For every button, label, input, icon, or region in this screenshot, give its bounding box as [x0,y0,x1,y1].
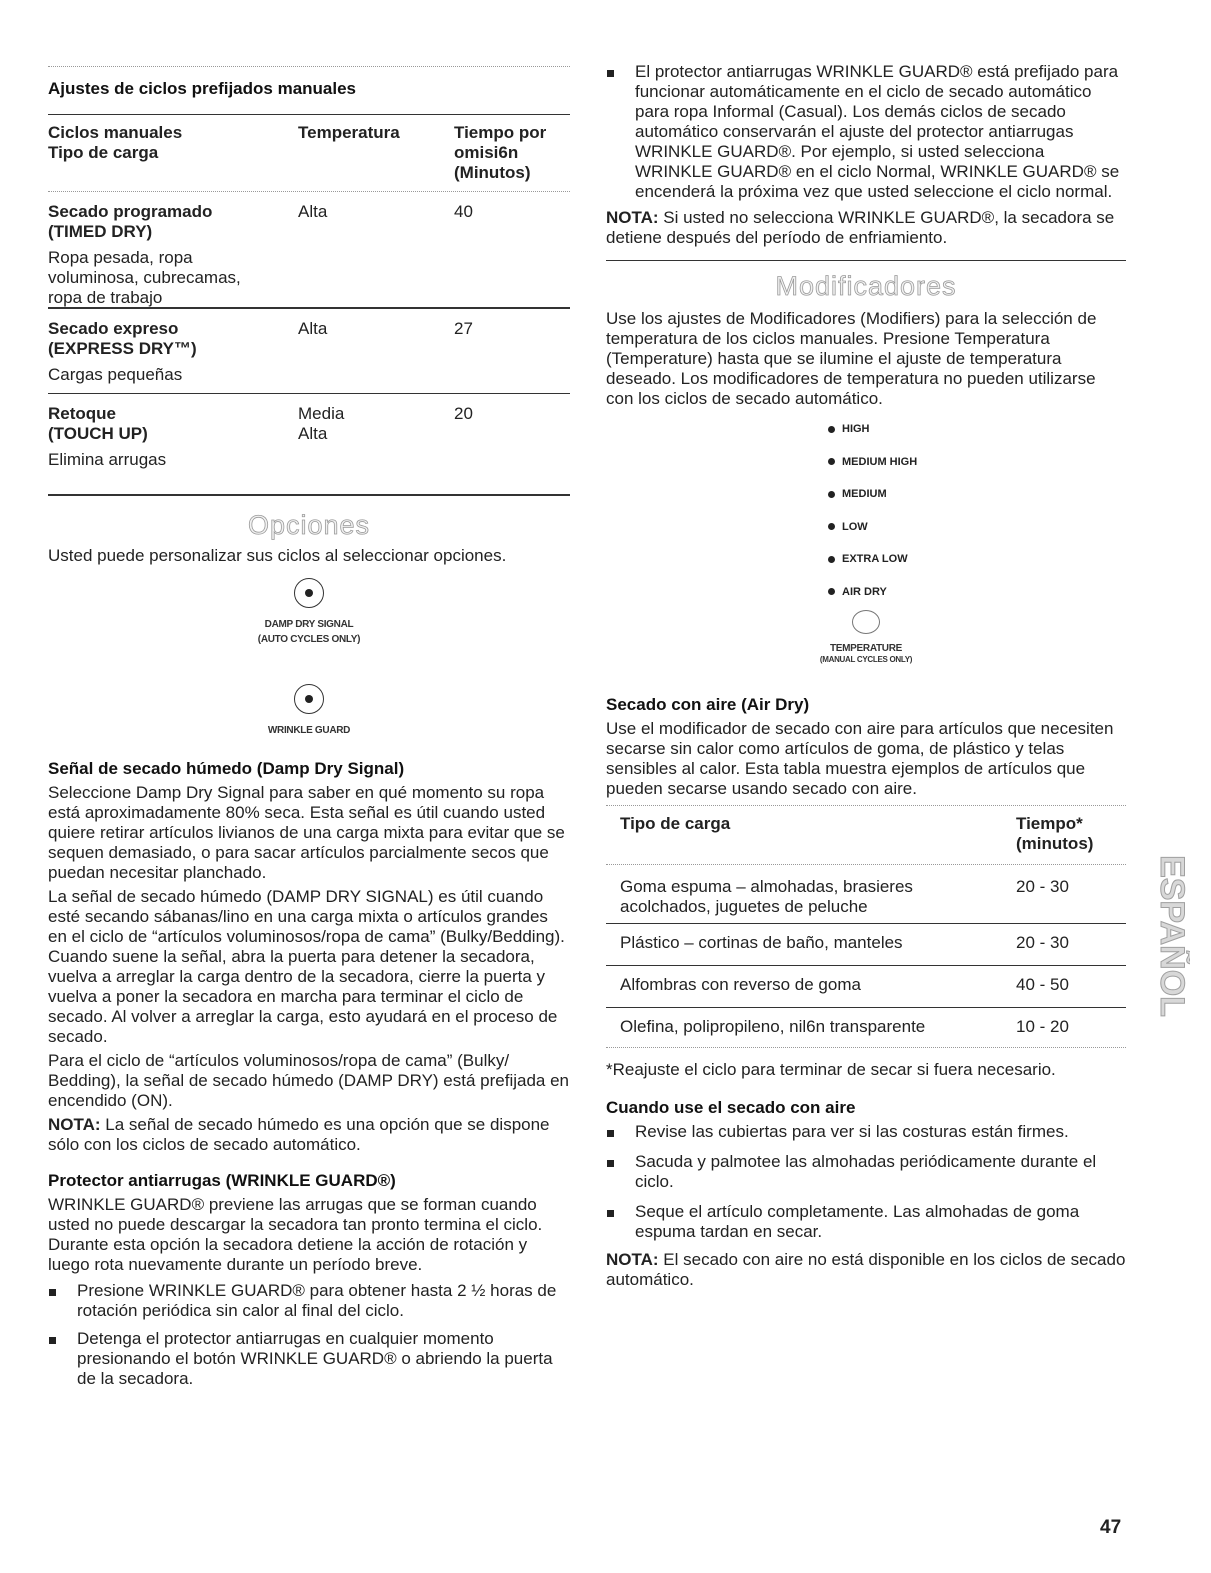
right-column [606,62,1126,1290]
list-item-text: Revise las cubiertas para ver si las costuras están firmes. [635,1122,1069,1141]
wrinkle-guard-button-icon[interactable] [294,684,324,714]
header-time-unit: (minutos) [1016,834,1094,853]
divider [48,114,570,115]
note-label: NOTA: [606,208,659,227]
temperature-control[interactable] [606,610,1126,665]
cycle-sub: (TIMED DRY) [48,222,153,241]
cycle-sub: (EXPRESS DRY™) [48,339,197,358]
divider [606,864,1126,865]
load-type: Goma espuma – almohadas, brasieres acolchados, juguetes de peluche [620,877,913,916]
cycle-desc: Elimina arrugas [48,450,167,469]
cycle-name: Retoque [48,404,116,423]
modifier-label: LOW [842,520,868,533]
options-intro: Usted puede personalizar sus ciclos al seleccionar opciones. [48,546,507,565]
damp-dry-paragraph: Para el ciclo de “artículos voluminosos/ropa de cama” (Bulky/ Bedding), la señal de secado húmedo (DAMP DRY) está prefijada en encendido (ON). [48,1051,570,1110]
note-text: El secado con aire no está disponible en los ciclos de secado automático. [606,1250,1126,1289]
air-dry-heading: Secado con aire (Air Dry) [606,695,810,714]
divider [606,965,1126,966]
temperature-label: TEMPERATURE [829,643,903,654]
page-number: 47 [1100,1517,1122,1538]
left-column [48,66,570,1389]
cycle-temp: Alta [298,202,328,221]
bullet-icon [49,1337,56,1344]
cycle-temp: Alta [298,319,328,338]
damp-dry-heading: Señal de secado húmedo (Damp Dry Signal) [48,759,405,778]
desc-line: ropa de trabajo [48,288,163,307]
cycle-time: 40 [454,202,473,221]
divider [48,494,570,496]
indicator-light-icon [828,458,835,465]
wrinkle-guard-label: WRINKLE GUARD [267,725,351,736]
language-tab-graphic [1150,816,1190,1056]
damp-dry-paragraph: Seleccione Damp Dry Signal para saber en qué momento su ropa está aproximadamente 80% seca. Esta señal es útil cuando usted quiere retirar artículos livianos de una carga mixta para evitar que se sequen demasiado, o para sacar artículos parcialmente secos que puedan necesitar planchado. [48,783,565,882]
wrinkle-guard-note [606,208,1126,248]
note-label: NOTA: [48,1115,101,1134]
temperature-button-icon[interactable] [852,610,880,634]
divider [48,191,570,192]
damp-dry-paragraph: La señal de secado húmedo (DAMP DRY SIGNAL) es útil cuando esté secando sábanas/lino en una carga mixta o artículos grandes en el ciclo de “artículos voluminosos/ropa de cama” (Bulky/Bedding). Cuando suene la señal, abra la puerta para detener la secadora, vuelva a arreglar la carga dentro de la secadora, cierre la puerta y vuelva a poner la secadora en marcha para terminar el ciclo de secado. Al volver a arreglar la carga, esto ayudará en el proceso de secado. [48,887,565,1046]
when-air-dry-heading: Cuando use el secado con aire [606,1098,856,1117]
temperature-modifiers-list [828,413,1126,608]
list-item [606,1152,1126,1192]
note-label: NOTA: [606,1250,659,1269]
modifier-label: EXTRA LOW [842,553,908,566]
table-row [48,202,570,307]
wrinkle-guard-control[interactable] [48,684,570,737]
language-side-tab [1150,816,1190,1056]
divider [606,1007,1126,1008]
bullet-icon [607,1210,614,1217]
indicator-light-icon [828,556,835,563]
manual-cycles-table-title: Ajustes de ciclos prefijados manuales [48,79,357,98]
list-item-text: El protector antiarrugas WRINKLE GUARD® está prefijado para funcionar automáticamente en el ciclo de secado automático para ropa Informal (Casual). Los demás ciclos de secado automático conservarán el ajuste del protector antiarrugas WRINKLE GUARD®. Por ejemplo, si usted selecciona WRINKLE GUARD® en el ciclo Normal, WRINKLE GUARD® se encenderá la próxima vez que usted seleccione el ciclo normal. [635,62,1120,201]
cycle-desc [48,248,298,308]
table-row [606,975,1126,1007]
table-header [48,123,570,183]
table-row [48,404,570,494]
indicator-light-icon [828,426,835,433]
load-type: Olefina, polipropileno, nil6n transparente [620,1017,926,1036]
divider [48,393,570,394]
cycle-temp: Alta [298,424,328,443]
list-item [606,62,1126,202]
modifier-item[interactable] [828,413,1126,446]
modifiers-intro: Use los ajustes de Modificadores (Modifiers) para la selección de temperatura de los ciclos manuales. Presione Temperatura (Temperature) hasta que se ilumine el ajuste de temperatura deseado. Los modificadores de temperatura no pueden utilizarse con los ciclos de secado automático. [606,309,1097,408]
wrinkle-guard-paragraph: WRINKLE GUARD® previene las arrugas que se forman cuando usted no puede descargar la secadora tan pronto termina el ciclo. Durante esta opción la secadora detiene la acción de rotación y luego rota nuevamente durante un período breve. [48,1195,543,1274]
note-text: Si usted no selecciona WRINKLE GUARD®, la secadora se detiene después del período de enfriamiento. [606,208,1115,247]
divider [48,66,570,67]
divider [606,805,1126,806]
damp-dry-sublabel: (AUTO CYCLES ONLY) [257,634,361,645]
table-row [48,319,570,393]
indicator-light-icon [828,588,835,595]
damp-dry-label: DAMP DRY SIGNAL [264,619,354,630]
list-item-text: Detenga el protector antiarrugas en cualquier momento presionando el botón WRINKLE GUARD® o abriendo la puerta de la secadora. [77,1329,553,1388]
divider [606,260,1126,261]
load-type: Alfombras con reverso de goma [620,975,861,994]
temperature-sublabel: (MANUAL CYCLES ONLY) [819,655,913,664]
modifier-label: AIR DRY [842,585,887,598]
cycle-time: 20 [454,404,473,423]
list-item [606,1202,1126,1242]
modifier-label: MEDIUM HIGH [842,455,918,468]
header-time-3: (Minutos) [454,163,531,182]
header-temperature: Temperatura [298,123,400,142]
cycle-name: Secado programado [48,202,213,221]
header-cycles: Ciclos manuales [48,123,183,142]
modifier-label: HIGH [842,423,870,436]
bullet-icon [607,70,614,77]
when-air-dry-note [606,1250,1126,1290]
cycle-sub: (TOUCH UP) [48,424,148,443]
note-text: La señal de secado húmedo es una opción que se dispone sólo con los ciclos de secado automático. [48,1115,550,1154]
header-time-2: omisi6n [454,143,519,162]
list-item-text: Sacuda y palmotee las almohadas periódicamente durante el ciclo. [635,1152,1097,1191]
modifier-item[interactable] [828,543,1126,576]
header-time: Tiempo por [454,123,547,142]
modifier-item[interactable] [828,478,1126,511]
divider [606,1047,1126,1048]
header-load-type: Tipo de carga [48,143,159,162]
cycle-desc: Cargas pequeñas [48,365,183,384]
dry-time: 20 - 30 [1016,933,1069,952]
side-tab-text: ESPAÑOL [1153,855,1190,1017]
bullet-icon [607,1160,614,1167]
options-section-title: Opciones [247,510,371,540]
header-time: Tiempo* [1016,814,1083,833]
load-type: Plástico – cortinas de baño, manteles [620,933,903,952]
table-row [606,877,1126,923]
header-load-type: Tipo de carga [620,814,731,833]
cycle-time: 27 [454,319,473,338]
modifiers-section-title: Modificadores [775,271,957,301]
list-item [48,1281,570,1321]
indicator-light-icon [828,523,835,530]
list-item-text: Seque el artículo completamente. Las almohadas de goma espuma tardan en secar. [635,1202,1080,1241]
cycle-temp: Media [298,404,345,423]
bullet-icon [607,1130,614,1137]
modifier-item[interactable] [828,446,1126,479]
damp-dry-signal-button-icon[interactable] [294,578,324,608]
air-dry-intro: Use el modificador de secado con aire para artículos que necesiten secarse sin calor como artículos de goma, de plástico y telas sensibles al calor. Esta tabla muestra ejemplos de artículos que pueden secarse usando secado con aire. [606,719,1114,798]
list-item [606,1122,1126,1142]
modifier-label: MEDIUM [842,488,887,501]
table-header [606,814,1126,854]
modifier-item[interactable] [828,511,1126,544]
dry-time: 10 - 20 [1016,1017,1069,1036]
indicator-light-icon [828,491,835,498]
list-item-text: Presione WRINKLE GUARD® para obtener hasta 2 ½ horas de rotación periódica sin calor al final del ciclo. [77,1281,557,1320]
bullet-icon [49,1289,56,1296]
divider [606,923,1126,924]
air-dry-footnote: *Reajuste el ciclo para terminar de secar si fuera necesario. [606,1060,1056,1079]
dry-time: 20 - 30 [1016,877,1069,896]
list-item [48,1329,570,1389]
dry-time: 40 - 50 [1016,975,1069,994]
table-row [606,1017,1126,1047]
modifier-item[interactable] [828,576,1126,609]
cycle-name: Secado expreso [48,319,179,338]
table-row [606,933,1126,965]
damp-dry-signal-control[interactable] [48,578,570,646]
wrinkle-guard-heading: Protector antiarrugas (WRINKLE GUARD®) [48,1171,396,1190]
damp-dry-note [48,1115,570,1155]
desc-line: voluminosa, cubrecamas, [48,268,241,287]
desc-line: Ropa pesada, ropa [48,248,193,267]
